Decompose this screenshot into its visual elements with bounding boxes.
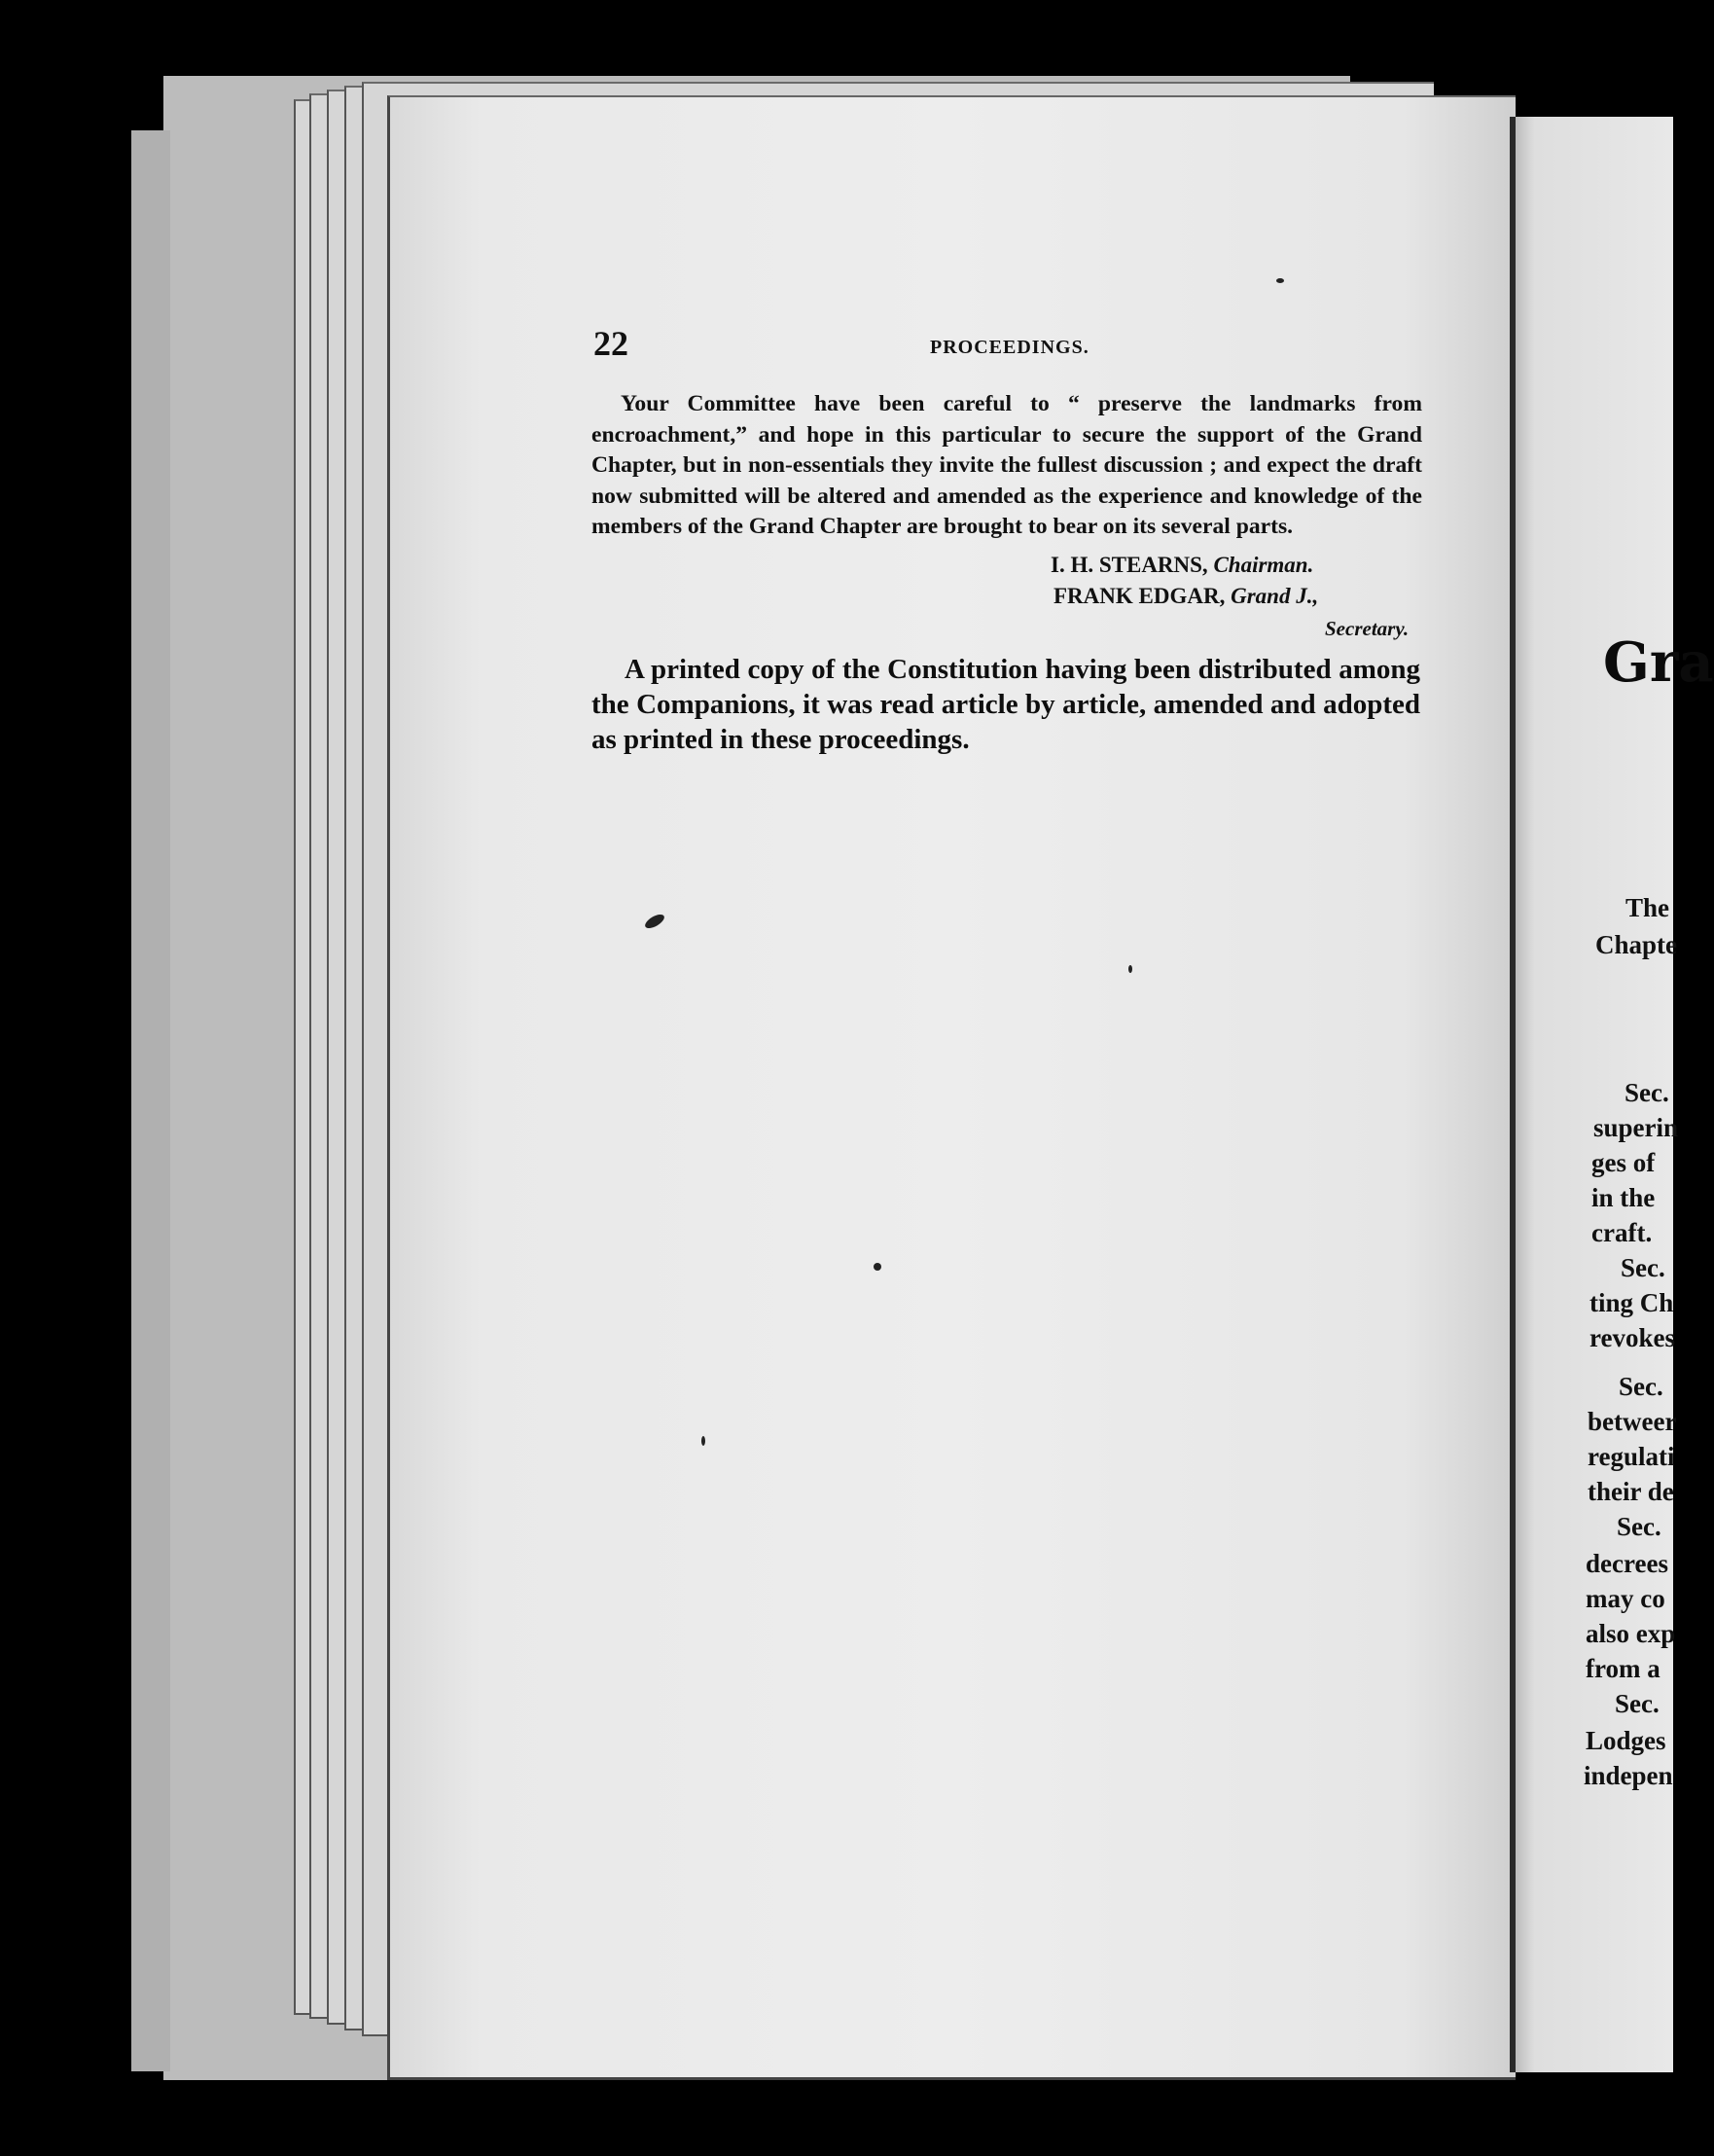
signature-name: FRANK EDGAR,	[1053, 584, 1226, 608]
right-page-line: their de	[1588, 1477, 1674, 1506]
paper-blemish	[1276, 278, 1284, 283]
right-page-line: may co	[1586, 1584, 1665, 1613]
narrative-paragraph: A printed copy of the Constitution having been distributed among the Companions, it was read article by article, amended and adopted as printed in these proceedings.	[591, 654, 1420, 755]
right-page-heading: Gra	[1603, 630, 1714, 695]
right-page-line: ges of	[1591, 1148, 1656, 1177]
page-edge-strip	[131, 130, 170, 2071]
paper-blemish	[701, 1436, 705, 1446]
committee-report	[591, 389, 1422, 543]
right-page-line: indepen	[1584, 1761, 1673, 1790]
committee-report-paragraph: Your Committee have been careful to “ preserve the landmarks from encroachment,” and hope in this particular to secure the support of the Grand Chapter, but in non-essentials they invite the fullest discussion ; and expect the draft now submitted will be altered and amended as the experience and knowledge of the members of the Grand Chapter are brought to bear on its several parts.	[591, 391, 1422, 539]
right-page-line: also exp	[1586, 1619, 1676, 1648]
right-page-line: decrees	[1586, 1549, 1668, 1578]
right-page-line: Sec.	[1615, 1689, 1660, 1718]
paper-blemish	[1128, 965, 1132, 973]
right-page-line: Sec.	[1625, 1078, 1669, 1107]
signature-name: I. H. STEARNS,	[1051, 553, 1208, 577]
right-page-line: Sec.	[1617, 1512, 1661, 1541]
right-page-line: in the	[1591, 1183, 1656, 1212]
right-page-line: superin	[1593, 1113, 1679, 1142]
right-page-line: betweer	[1588, 1407, 1677, 1436]
proceedings-narrative	[591, 652, 1420, 757]
right-page-line: craft.	[1591, 1218, 1653, 1247]
signature-title: Grand J.,	[1231, 584, 1319, 608]
right-page-line: regulati	[1588, 1442, 1675, 1471]
signature-secretary-title	[1325, 617, 1409, 641]
page-number: 22	[593, 324, 628, 363]
right-page-line: revokes	[1589, 1323, 1675, 1352]
right-page-line: Sec.	[1621, 1253, 1665, 1282]
running-head: PROCEEDINGS.	[930, 337, 1089, 358]
signature-chairman	[1051, 553, 1313, 578]
signature-title: Secretary.	[1325, 617, 1410, 640]
right-page-line: Lodges	[1586, 1726, 1666, 1755]
paper-blemish	[874, 1263, 881, 1271]
signature-secretary	[1053, 584, 1318, 609]
signature-title: Chairman.	[1213, 553, 1314, 577]
right-page-line: Sec.	[1619, 1372, 1663, 1401]
right-page-line: Chapte	[1595, 930, 1678, 959]
right-page-line: from a	[1586, 1654, 1660, 1683]
right-page	[1516, 117, 1714, 2072]
right-page-line: ting Ch	[1589, 1288, 1674, 1317]
right-page-line: The	[1625, 893, 1670, 922]
